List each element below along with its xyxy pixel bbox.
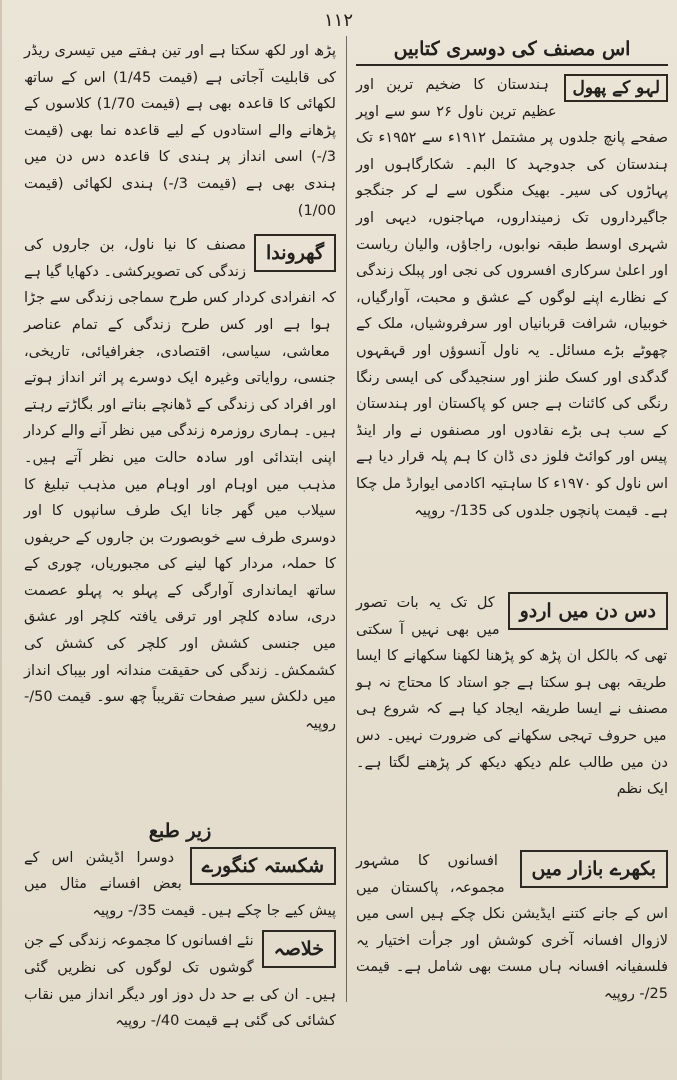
right-column bbox=[356, 36, 668, 524]
section-heading: اس مصنف کی دوسری کتابیں bbox=[356, 36, 668, 66]
book-title-lahu-ke-phool: لہو کے پھول bbox=[564, 74, 668, 102]
intro-continuation: پڑھ اور لکھ سکتا ہے اور تین ہفتے میں تیسری ریڈر کی قابلیت آجاتی ہے (قیمت 1/45) اس کے ساتھ لکھائی کا قاعدہ بھی ہے (قیمت 1/70) کلاسوں کے پڑھانے والے استادوں کے لیے قاعدہ نما بھی (قیمت 3/-) اسی انداز پر ہندی کا قاعدہ دس دن میں ہندی بھی ہے (قیمت 3/-) ہندی لکھائی (قیمت 1/00) bbox=[24, 43, 336, 219]
book-description-bikhre-bazar-mein: افسانوں کا مشہور مجموعہ، پاکستان میں اس کے جانے کتنے ایڈیشن نکل چکے ہیں اسی میں لازوال افسانہ آخری کوشش اور جرأت اختیار یہ فلسفیانہ افسانہ ہاں مست بھی شامل ہے۔ قیمت 25/- روپیہ bbox=[356, 853, 668, 1002]
right-column-bottom bbox=[356, 848, 668, 1008]
book-title-das-din-mein-urdu: دس دن میں اردو bbox=[508, 592, 668, 630]
book-title-gharonda: گھروندا bbox=[254, 234, 336, 272]
right-column-lower bbox=[356, 590, 668, 803]
book-description-gharonda: مصنف کا نیا ناول، بن جاروں کی زندگی کی تصویرکشی۔ دکھایا گیا ہے کہ انفرادی کردار کس طرح سماجی زندگی سے جڑا ہوا ہے اور کس طرح زندگی کے تمام عناصر معاشی، سیاسی، اقتصادی، جغرافیائی، تاریخی، جنسی، روایاتی وغیرہ ایک دوسرے پر اثر انداز ہوتے اور افراد کی زندگی کے ڈھانچے بناتے اور بگاڑتے رہتے ہیں۔ ہماری روزمرہ زندگی میں نظر آنے والے کردار اپنی ابتدائی اور سادہ حالت میں نظر آتے ہیں۔ مذہب میں اوہام اور اوہام میں مذہب تبلیغ کا سیلاب میں گھر جانا ایک طرف سانپوں کا اور دوسری طرف سے خوبصورت بن جاروں کے حریفوں کا حملہ، مردار کھا لینے کی مجبوریاں، چوری کے ساتھ ایمانداری آوارگی کے پہلو بہ پہلو عصمت دری، سادہ کلچر اور ترقی یافتہ کلچر اور عشق میں جنسی کشش اور کلچر کی کشش کی کشمکش۔ زندگی کی حقیقت مندانہ اور بیباک انداز میں دلکش سیر صفحات تقریباً چھ سو۔ قیمت 50/- روپیہ bbox=[24, 237, 337, 732]
book-description-khulasa: نئے افسانوں کا مجموعہ زندگی کے جن گوشوں تک لوگوں کی نظریں گئی ہیں۔ ان کی بے حد دل دوز اور دیگر انداز میں نقاب کشائی کی گئی ہے قیمت 40/- روپیہ bbox=[24, 933, 336, 1030]
book-description-lahu-ke-phool: ہندستان کا ضخیم ترین اور عظیم ترین ناول ۲۶ سو سے اوپر صفحے پانچ جلدوں پر مشتمل ۱۹۱۲ء سے ۱۹۵۲ء تک ہندستان کی جدوجہد کا البم۔ شکارگاہوں اور پہاڑوں کی سیر۔ بھیک منگوں سے لے کر جنگجو جاگیرداروں تک زمینداروں، مہاجنوں، دیہی اور شہری اوسط طبقہ نوابوں، راجاؤں، والیان ریاست اور اعلیٰ سرکاری افسروں کی نجی اور پبلک زندگی کے نظارے اپنے لوگوں کے عشق و محبت، آوارگیاں، خوبیاں، شرافت قربانیاں اور سرفروشیاں، ملک کے چھوٹے بڑے مسائل۔ یہ ناول آنسوؤں اور قہقہوں گدگدی اور کسک طنز اور سنجیدگی کی ایسی رنگا رنگی کی کائنات ہے جس کو پاکستان اور ہندستان کے سب ہی بڑے نقادوں اور مصنفوں نے وار اینڈ پیس اور کوائٹ فلوز دی ڈان کا ہم پلہ قرار دیا ہے اس ناول کو ۱۹۷۰ء کا ساہتیہ اکادمی ایوارڈ مل چکا ہے۔ قیمت پانچوں جلدوں کی 135/- روپیہ bbox=[356, 77, 669, 519]
book-description-shikasta-kangoore: دوسرا اڈیشن اس کے بعض افسانے مثال میں پیش کیے جا چکے ہیں۔ قیمت 35/- روپیہ bbox=[24, 849, 336, 919]
column-divider bbox=[346, 36, 347, 1002]
book-title-bikhre-bazar-mein: بکھرے بازار میں bbox=[520, 850, 668, 888]
book-title-shikasta-kangoore: شکستہ کنگورے bbox=[190, 847, 336, 885]
forthcoming-heading: زیر طبع bbox=[148, 820, 212, 842]
page-number: ۱۱۲ bbox=[324, 10, 354, 31]
left-column-lower bbox=[24, 818, 336, 1035]
left-column bbox=[24, 38, 336, 737]
book-description-das-din-mein-urdu: کل تک یہ بات تصور میں بھی نہیں آ سکتی تھی کہ بالکل ان پڑھ کو پڑھنا لکھنا سکھانے کا ایسا طریقہ بھی ہو سکتا ہے جو استاد کا محتاج نہ ہو مصنف نے ایسا طریقہ ایجاد کیا ہے کہ شروع ہی میں حروف تہجی سکھانے کی ضرورت نہیں۔ دس دن میں طالب علم دیکھ دیکھ کر پڑھنے لگتا ہے۔ ایک نظم bbox=[356, 595, 668, 798]
book-title-khulasa: خلاصہ bbox=[262, 930, 336, 968]
